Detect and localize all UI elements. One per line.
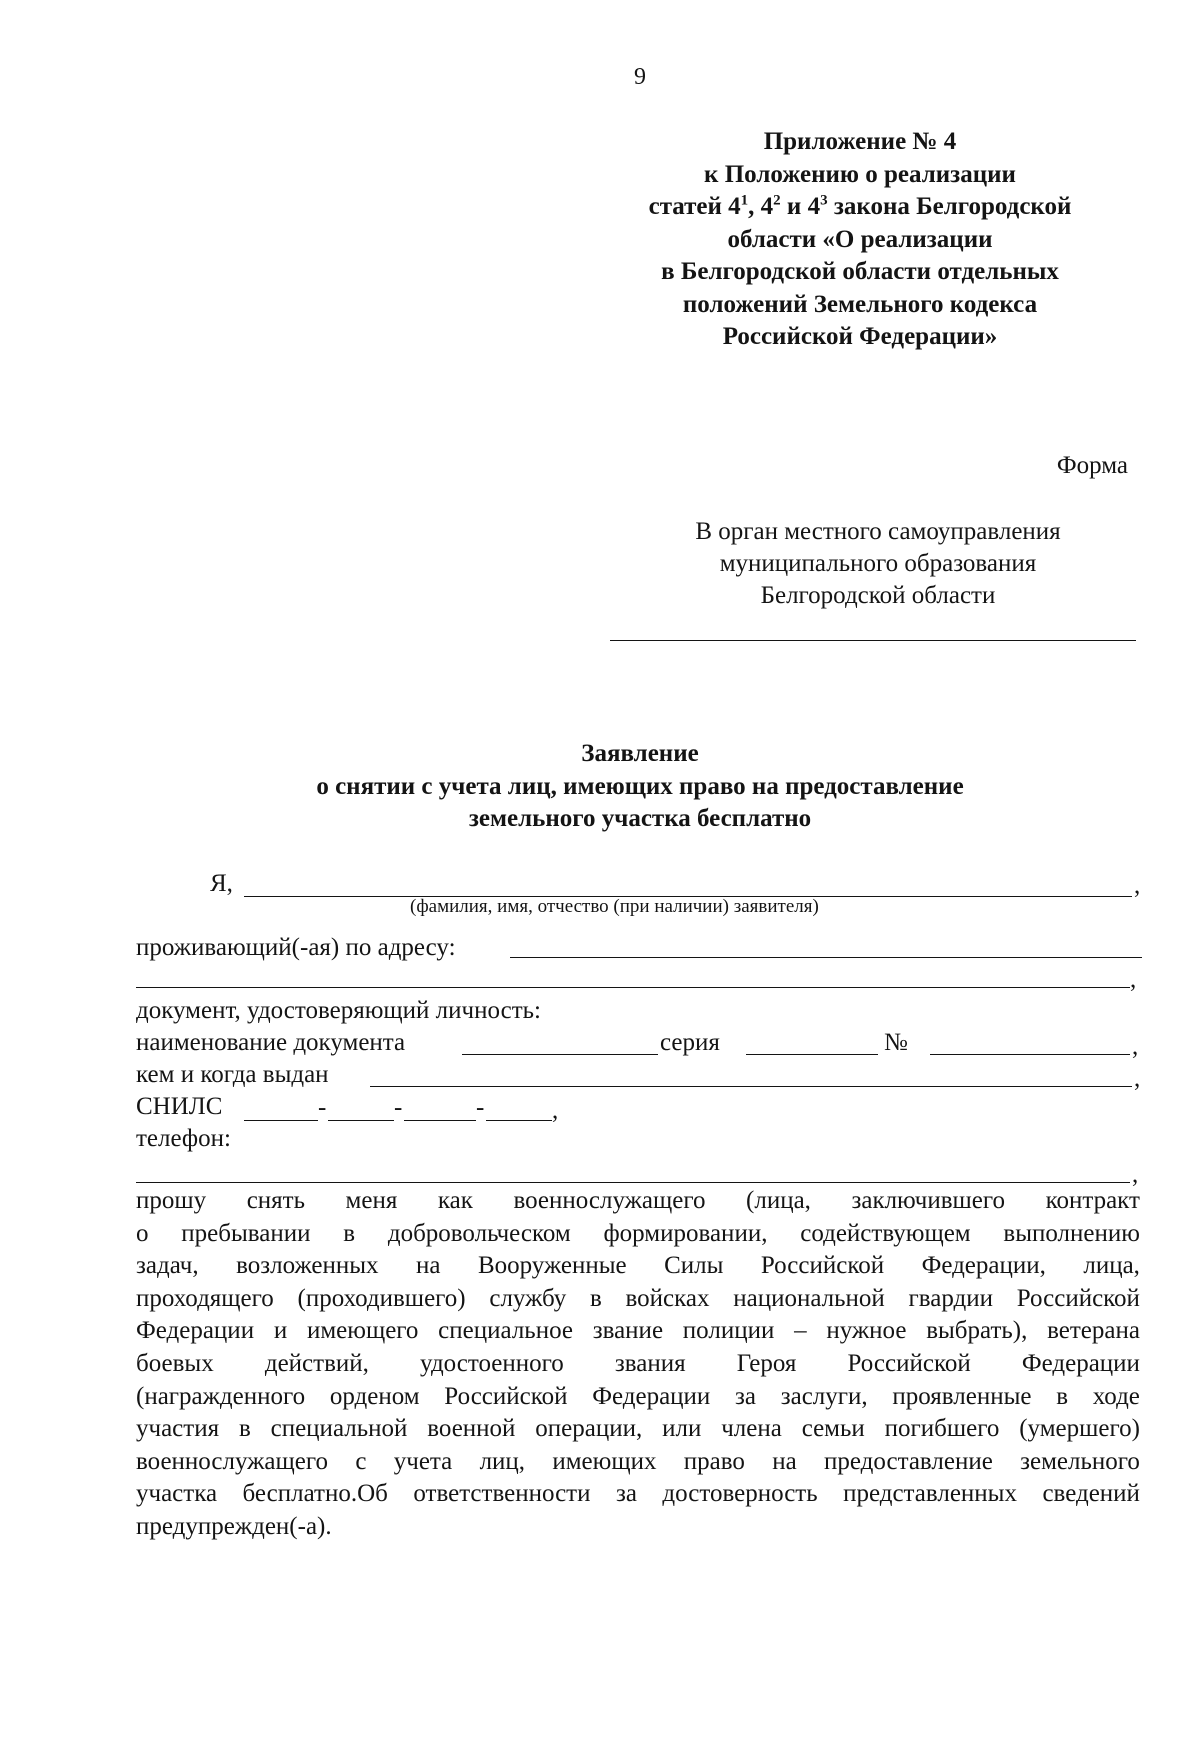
comma: ,	[1134, 1065, 1141, 1092]
word: Российской	[444, 1382, 568, 1410]
addressee-blank-field[interactable]	[610, 640, 1136, 641]
word: звание	[592, 1317, 664, 1345]
word: Российской	[1016, 1284, 1140, 1312]
snils-part-3-field[interactable]	[404, 1120, 476, 1121]
paragraph	[136, 1185, 1140, 1544]
word: орденом	[329, 1382, 420, 1410]
series-label: серия	[660, 1029, 720, 1056]
word: заслуги,	[780, 1382, 868, 1410]
superscript: 2	[773, 192, 781, 209]
comma: ,	[1132, 1161, 1139, 1188]
snils-separator: -	[318, 1094, 327, 1121]
word: (умершего)	[1019, 1415, 1140, 1443]
word: Федерации	[136, 1317, 255, 1345]
word: военнослужащего	[513, 1187, 706, 1214]
word: прошу	[136, 1187, 207, 1214]
word: Силы	[664, 1252, 724, 1280]
appendix-line: к Положению о реализации	[704, 160, 1016, 188]
paragraph-line	[136, 1413, 1140, 1446]
form-label: Форма	[1056, 452, 1128, 479]
word: имеющего	[306, 1317, 419, 1345]
word: достоверность	[662, 1480, 818, 1508]
word: участия	[136, 1415, 220, 1443]
paragraph-line: предупрежден(-а).	[136, 1512, 332, 1540]
word: проявленные	[892, 1382, 1032, 1410]
number-field[interactable]	[930, 1054, 1130, 1055]
word: на	[416, 1252, 441, 1280]
id-document-label: документ, удостоверяющий личность:	[136, 997, 541, 1024]
addressee-line: Белгородской области	[760, 582, 996, 609]
name-caption: (фамилия, имя, отчество (при наличии) заявителя)	[410, 896, 819, 917]
word: добровольческом	[387, 1219, 571, 1247]
word: снять	[246, 1187, 305, 1214]
issued-by-field[interactable]	[370, 1086, 1132, 1087]
word: службу	[489, 1284, 567, 1312]
articles-text: и 4	[780, 193, 821, 220]
word: (награжденного	[136, 1382, 306, 1410]
superscript: 1	[740, 192, 749, 209]
number-label: №	[884, 1029, 908, 1056]
paragraph-line	[136, 1218, 1140, 1251]
address-field-line2[interactable]	[136, 987, 1130, 988]
title-line: Заявление	[581, 740, 699, 767]
word: предоставление	[824, 1447, 993, 1475]
word: представленных	[843, 1480, 1017, 1508]
paragraph-line	[136, 1250, 1140, 1283]
paragraph-line	[136, 1381, 1140, 1414]
word: Федерации	[592, 1382, 711, 1410]
word: ответственности	[413, 1480, 591, 1508]
word: в	[1056, 1382, 1069, 1410]
appendix-line: области «О реализации	[727, 225, 993, 253]
address-field[interactable]	[510, 957, 1142, 958]
comma: ,	[1134, 872, 1141, 899]
word: в	[238, 1415, 251, 1443]
paragraph-line	[136, 1348, 1140, 1381]
document-name-label: наименование документа	[136, 1029, 406, 1056]
word: звания	[614, 1349, 686, 1377]
word: специальной	[270, 1415, 408, 1443]
word: земельного	[1020, 1447, 1140, 1475]
word: Российской	[760, 1252, 885, 1280]
word: имеющих	[552, 1447, 657, 1475]
word: погибшего	[884, 1415, 1000, 1443]
snils-label: СНИЛС	[136, 1093, 223, 1120]
word: войсках	[625, 1284, 710, 1312]
phone-label: телефон:	[136, 1125, 231, 1152]
word: проходящего	[136, 1284, 274, 1312]
word: лица,	[1083, 1252, 1140, 1280]
word: задач,	[136, 1252, 199, 1280]
word: пребывании	[181, 1219, 311, 1247]
articles-text: закона Белгородской	[827, 193, 1072, 220]
word: за	[735, 1382, 757, 1410]
word: или	[662, 1415, 702, 1443]
word: на	[772, 1447, 797, 1475]
request-paragraph	[136, 1185, 1140, 1544]
articles-text: , 4	[748, 193, 774, 220]
snils-part-4-field[interactable]	[486, 1120, 552, 1121]
word: члена	[721, 1415, 782, 1443]
word: заключившего	[851, 1187, 1006, 1214]
word: меня	[345, 1187, 398, 1214]
word: лиц,	[479, 1447, 526, 1475]
document-title	[200, 738, 1080, 836]
addressee-line: муниципального образования	[719, 550, 1037, 577]
comma: ,	[1130, 966, 1137, 993]
word: ходе	[1092, 1382, 1140, 1410]
word: Федерации	[1021, 1349, 1140, 1377]
title-line: о снятии с учета лиц, имеющих право на предоставление	[316, 772, 964, 800]
word: как	[437, 1187, 473, 1214]
word: удостоенного	[420, 1349, 564, 1377]
word: (проходившего)	[297, 1284, 466, 1312]
word: участка	[136, 1480, 218, 1508]
appendix-line: Российской Федерации»	[722, 323, 998, 350]
address-label: проживающий(-ая) по адресу:	[136, 934, 456, 961]
word: выполнению	[1003, 1219, 1140, 1247]
appendix-line-articles	[590, 191, 1130, 224]
document-name-field[interactable]	[462, 1054, 658, 1055]
addressee-block	[608, 516, 1148, 612]
word: учета	[393, 1447, 453, 1475]
word: (лица,	[746, 1187, 811, 1214]
title-line: земельного участка бесплатно	[468, 805, 812, 832]
snils-separator: -	[394, 1094, 403, 1121]
word: в	[590, 1284, 602, 1312]
word: бесплатно.Об	[242, 1480, 388, 1508]
page-number: 9	[634, 64, 646, 90]
word: гвардии	[908, 1284, 994, 1312]
word: боевых	[136, 1349, 214, 1377]
addressee-line: В орган местного самоуправления	[695, 518, 1061, 545]
appendix-line: в Белгородской области отдельных	[661, 258, 1059, 285]
paragraph-line	[136, 1446, 1140, 1479]
phone-field[interactable]	[136, 1182, 1130, 1183]
word: в	[343, 1219, 356, 1247]
appendix-line: Приложение № 4	[763, 128, 957, 155]
word: действий,	[264, 1349, 369, 1377]
comma: ,	[552, 1097, 559, 1124]
word: семьи	[801, 1415, 865, 1443]
word: военнослужащего	[136, 1447, 329, 1475]
appendix-header	[590, 126, 1130, 354]
word: о	[136, 1219, 149, 1247]
word: Вооруженные	[477, 1252, 627, 1280]
snils-separator: -	[476, 1094, 485, 1121]
series-field[interactable]	[746, 1054, 878, 1055]
appendix-line: положений Земельного кодекса	[682, 290, 1038, 318]
word: полиции	[682, 1317, 775, 1345]
word: содействующем	[800, 1219, 971, 1247]
word: Федерации,	[921, 1252, 1046, 1280]
snils-part-1-field[interactable]	[244, 1120, 318, 1121]
word: ветерана	[1047, 1317, 1140, 1345]
paragraph-line	[136, 1315, 1140, 1348]
paragraph-line	[136, 1283, 1140, 1316]
word: и	[273, 1317, 288, 1345]
word: Героя	[736, 1349, 797, 1377]
articles-text: статей 4	[648, 193, 741, 220]
issued-by-label: кем и когда выдан	[136, 1061, 329, 1088]
snils-part-2-field[interactable]	[328, 1120, 394, 1121]
word: контракт	[1045, 1187, 1140, 1214]
word: –	[794, 1317, 807, 1345]
word: право	[683, 1447, 745, 1475]
ya-label: Я,	[210, 870, 233, 897]
word: операции,	[535, 1415, 643, 1443]
word: за	[615, 1480, 637, 1508]
comma: ,	[1132, 1033, 1139, 1060]
word: с	[355, 1447, 367, 1475]
word: специальное	[438, 1317, 573, 1345]
word: выбрать),	[926, 1317, 1028, 1345]
word: нужное	[826, 1317, 907, 1345]
word: возложенных	[236, 1252, 379, 1280]
word: военной	[427, 1415, 516, 1443]
word: формировании,	[603, 1219, 768, 1247]
word: сведений	[1042, 1480, 1140, 1508]
paragraph-line	[136, 1185, 1140, 1218]
word: Российской	[847, 1349, 971, 1377]
paragraph-line	[136, 1478, 1140, 1511]
word: национальной	[733, 1284, 885, 1312]
superscript: 3	[820, 192, 828, 209]
